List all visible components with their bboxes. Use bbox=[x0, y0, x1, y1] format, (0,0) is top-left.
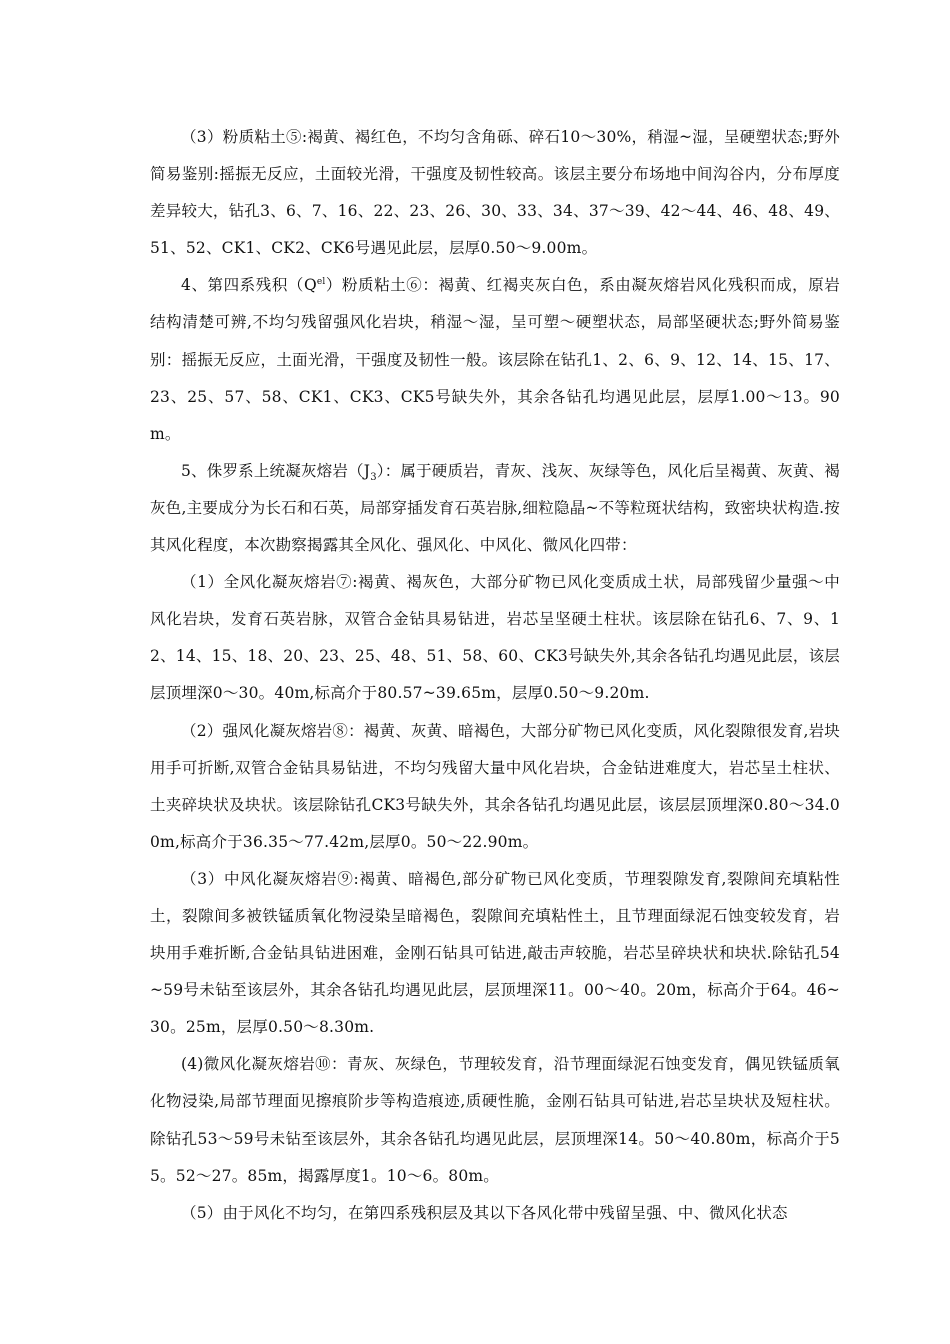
paragraph-slightly-weathered-10 bbox=[150, 1046, 840, 1194]
paragraph-text: (4)微风化凝灰熔岩⑩：青灰、灰绿色，节理较发育，沿节理面绿泥石蚀变发育，偶见铁锰质氧化物浸染,局部节理面见擦痕阶步等构造痕迹,质硬性脆，金刚石钻具可钻进,岩芯呈块状及短柱状。除钻孔53～59号未钻至该层外，其余各钻孔均遇见此层，层顶埋深14。50～40.80m，标高介于55。52～27。85m，揭露厚度1。10～6。80m。 bbox=[150, 1055, 840, 1185]
paragraph-text: （5）由于风化不均匀，在第四系残积层及其以下各风化带中残留呈强、中、微风化状态 bbox=[181, 1203, 788, 1222]
paragraph-text: ）粉质粘土⑥：褐黄、红褐夹灰白色，系由凝灰熔岩风化残积而成，原岩结构清楚可辨,不均匀残留强风化岩块，稍湿～湿，呈可塑～硬塑状态，局部坚硬状态;野外简易鉴别：摇振无反应，土面光滑，干强度及韧性一般。该层除在钻孔1、2、6、9、12、14、15、17、23、25、57、58、CK1、CK3、CK5号缺失外，其余各钻孔均遇见此层，层厚1.00～13。90m。 bbox=[150, 276, 841, 443]
paragraph-text: （2）强风化凝灰熔岩⑧：褐黄、灰黄、暗褐色，大部分矿物已风化变质，风化裂隙很发育,岩块用手可折断,双管合金钻具易钻进，不均匀残留大量中风化岩块，合金钻进难度大，岩芯呈土柱状、土夹碎块状及块状。该层除钻孔CK3号缺失外，其余各钻孔均遇见此层，该层层顶埋深0.80～34.00m,标高介于36.35～77.42m,层厚0。50～22.90m。 bbox=[150, 721, 840, 851]
paragraph-text: （3）中风化凝灰熔岩⑨:褐黄、暗褐色,部分矿物已风化变质，节理裂隙发育,裂隙间充填粘性土，裂隙间多被铁锰质氧化物浸染呈暗褐色，裂隙间充填粘性土，且节理面绿泥石蚀变较发育，岩块用手难折断,合金钻具钻进困难，金刚石钻具可钻进,敲击声较脆，岩芯呈碎块状和块状.除钻孔54~59号未钻至该层外，其余各钻孔均遇见此层，层顶埋深11。00～40。20m，标高介于64。46~30。25m，层厚0.50～8.30m. bbox=[150, 869, 840, 1037]
paragraph-moderately-weathered-9 bbox=[150, 861, 840, 1046]
paragraph-text: 5、侏罗系上统凝灰熔岩（J bbox=[181, 461, 371, 480]
document-body bbox=[150, 119, 840, 1232]
subscript: 3 bbox=[370, 471, 377, 483]
paragraph-tuff-lava-j3 bbox=[150, 453, 840, 564]
paragraph-text: （1）全风化凝灰熔岩⑦:褐黄、褐灰色，大部分矿物已风化变质成土状，局部残留少量强～中风化岩块，发育石英岩脉，双管合金钻具易钻进，岩芯呈坚硬土柱状。该层除在钻孔6、7、9、12、14、15、18、20、23、25、48、51、58、60、CK3号缺失外,其余各钻孔均遇见此层，该层层顶埋深0～30。40m,标高介于80.57~39.65m，层厚0.50～9.20m. bbox=[150, 573, 840, 703]
superscript: el bbox=[316, 277, 326, 288]
paragraph-uneven-weathering-5 bbox=[150, 1195, 840, 1232]
paragraph-text: （3）粉质粘土⑤:褐黄、褐红色，不均匀含角砾、碎石10～30%，稍湿~湿，呈硬塑状态;野外简易鉴别:摇振无反应，土面较光滑，干强度及韧性较高。该层主要分布场地中间沟谷内，分布厚度差异较大，钻孔3、6、7、16、22、23、26、30、33、34、37～39、42～44、46、48、49、51、52、CK1、CK2、CK6号遇见此层，层厚0.50～9.00m。 bbox=[150, 128, 840, 258]
paragraph-text: ）：属于硬质岩，青灰、浅灰、灰绿等色，风化后呈褐黄、灰黄、褐灰色,主要成分为长石和石英，局部穿插发育石英岩脉,细粒隐晶~不等粒斑状结构，致密块状构造.按其风化程度，本次勘察揭露其全风化、强风化、中风化、微风化四带： bbox=[150, 461, 841, 555]
paragraph-text: 4、第四系残积（Q bbox=[181, 276, 317, 295]
paragraph-strongly-weathered-8 bbox=[150, 713, 840, 861]
paragraph-residual-silty-clay-6 bbox=[150, 267, 840, 452]
paragraph-fully-weathered-7 bbox=[150, 564, 840, 712]
paragraph-silty-clay-5 bbox=[150, 119, 840, 267]
